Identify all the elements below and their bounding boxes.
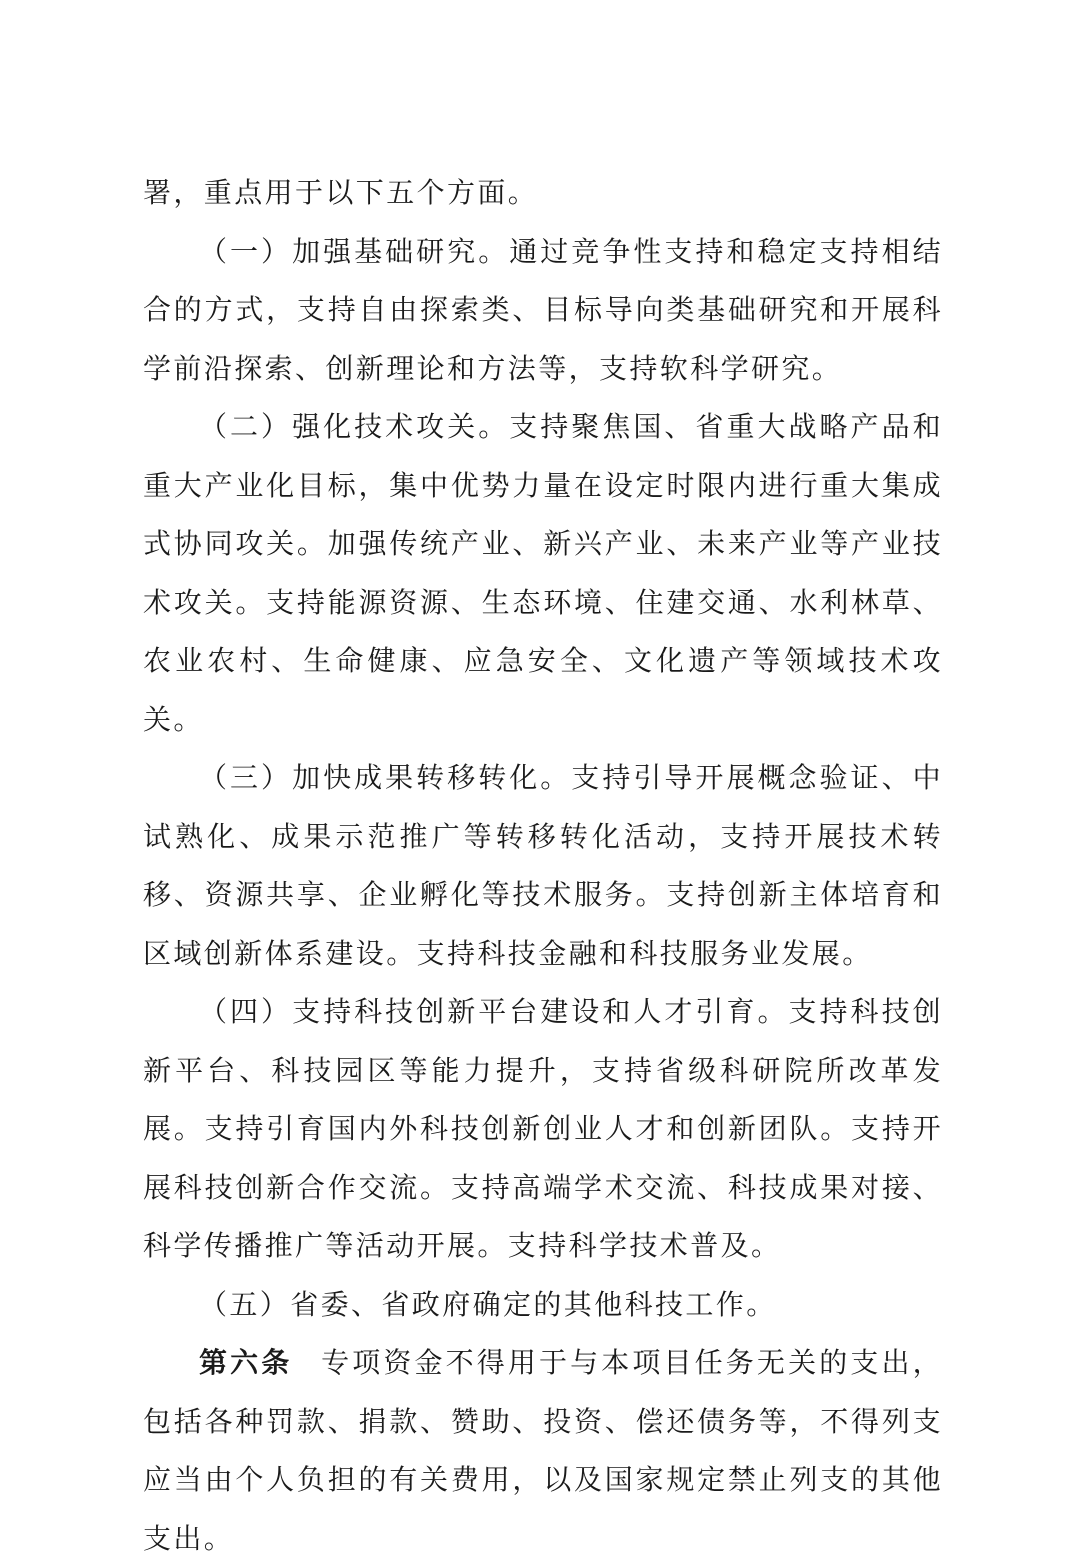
article-6-text: 专项资金不得用于与本项目任务无关的支出，包括各种罚款、捐款、赞助、投资、偿还债务等，不得列支应当由个人负担的有关费用，以及国家规定禁止列支的其他支出。 bbox=[143, 1346, 943, 1555]
item-4-platform-talent: （四）支持科技创新平台建设和人才引育。支持科技创新平台、科技园区等能力提升，支持省级科研院所改革发展。支持引育国内外科技创新创业人才和创新团队。支持开展科技创新合作交流。支持高端学术交流、科技成果对接、科学传播推广等活动开展。支持科学技术普及。 bbox=[143, 995, 943, 1262]
article-6-label: 第六条 bbox=[199, 1346, 293, 1379]
document-body bbox=[143, 164, 943, 1568]
paragraph-continued: 署，重点用于以下五个方面。 bbox=[143, 176, 539, 209]
item-2-tech-breakthrough: （二）强化技术攻关。支持聚焦国、省重大战略产品和重大产业化目标，集中优势力量在设定时限内进行重大集成式协同攻关。加强传统产业、新兴产业、未来产业等产业技术攻关。支持能源资源、生态环境、住建交通、水利林草、农业农村、生命健康、应急安全、文化遗产等领域技术攻关。 bbox=[143, 410, 943, 736]
item-1-basic-research: （一）加强基础研究。通过竞争性支持和稳定支持相结合的方式，支持自由探索类、目标导向类基础研究和开展科学前沿探索、创新理论和方法等，支持软科学研究。 bbox=[143, 234, 943, 385]
item-3-achievement-transfer: （三）加快成果转移转化。支持引导开展概念验证、中试熟化、成果示范推广等转移转化活动，支持开展技术转移、资源共享、企业孵化等技术服务。支持创新主体培育和区域创新体系建设。支持科技金融和科技服务业发展。 bbox=[143, 761, 943, 970]
item-5-other-work: （五）省委、省政府确定的其他科技工作。 bbox=[199, 1287, 777, 1321]
article-6 bbox=[143, 1334, 943, 1568]
